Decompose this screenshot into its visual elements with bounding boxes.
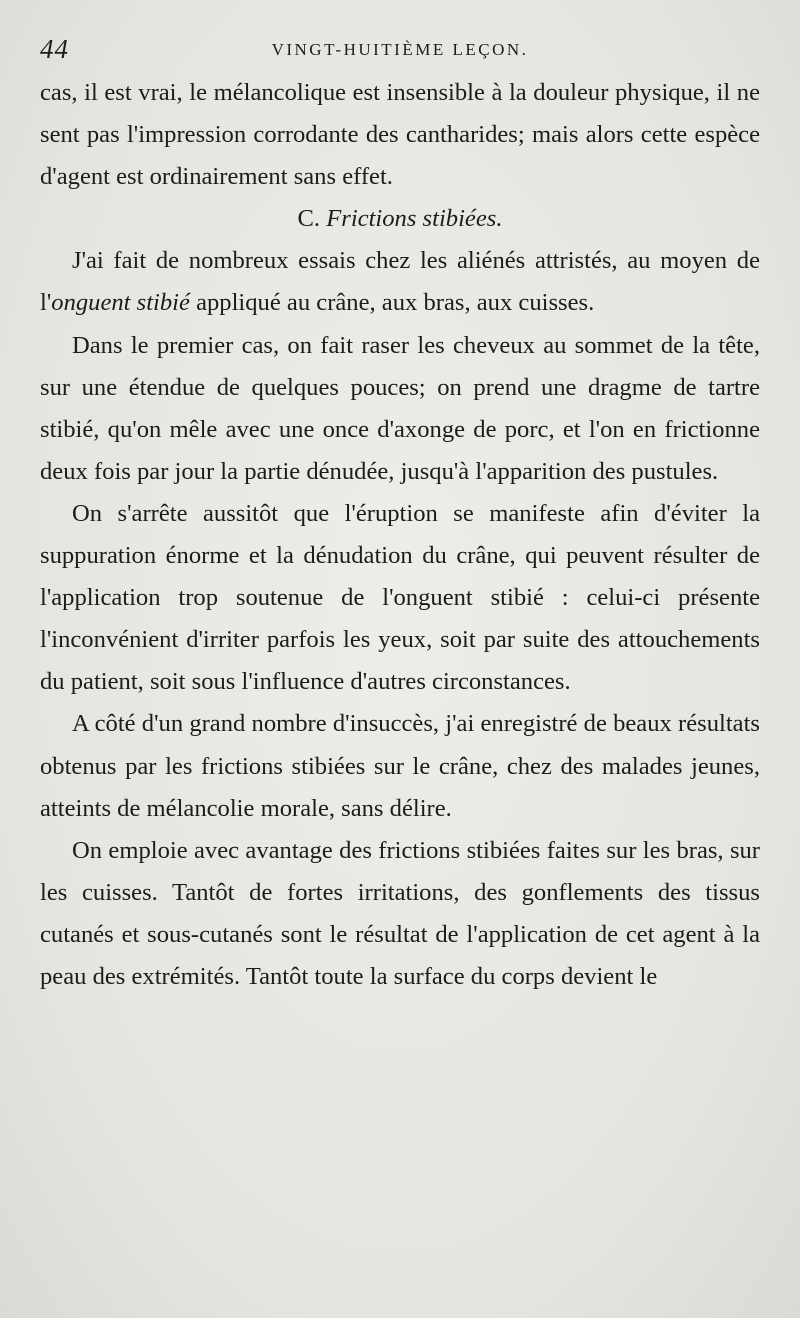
paragraph-resultats: A côté d'un grand nombre d'insuccès, j'ai enregistré de beaux résultats obtenus par les frictions stibiées sur le crâne, chez des malades jeunes, atteints de mélancolie morale, sans délire. bbox=[40, 710, 760, 822]
page-number: 44 bbox=[40, 34, 69, 64]
body-text bbox=[40, 72, 760, 998]
running-head: VINGT-HUITIÈME LEÇON. bbox=[271, 40, 529, 59]
paragraph-onguent-part-b: appliqué au crâne, aux bras, aux cuisses. bbox=[189, 289, 595, 317]
paragraph-onguent bbox=[40, 240, 760, 324]
section-heading bbox=[40, 198, 760, 240]
section-title: Frictions stibiées. bbox=[326, 205, 503, 233]
paragraph-continued: cas, il est vrai, le mélancolique est insensible à la douleur physique, il ne sent pas l'impression corrodante des cantharides; mais alors cette espèce d'agent est ordinairement sans effet. bbox=[40, 79, 760, 191]
paragraph-premier-cas: Dans le premier cas, on fait raser les cheveux au sommet de la tête, sur une étendue de quelques pouces; on prend une dragme de tartre stibié, qu'on mêle avec une once d'axonge de porc, et l'on en frictionne deux fois par jour la partie dénudée, jusqu'à l'apparition des pustules. bbox=[40, 331, 760, 485]
section-letter: C. bbox=[297, 205, 321, 233]
paragraph-arret: On s'arrête aussitôt que l'éruption se manifeste afin d'éviter la suppuration énorme et la dénudation du crâne, qui peuvent résulter de l'application trop soutenue de l'onguent stibié : celui-ci présente l'inconvénient d'irriter parfois les yeux, soit par suite des attouchements du patient, soit sous l'influence d'autres circonstances. bbox=[40, 499, 760, 696]
page-header bbox=[40, 30, 760, 72]
paragraph-bras-cuisses: On emploie avec avantage des frictions stibiées faites sur les bras, sur les cuisses. Tantôt de fortes irritations, des gonflements des tissus cutanés et sous-cutanés sont le résultat de l'application de cet agent à la peau des extrémités. Tantôt toute la surface du corps devient le bbox=[40, 836, 760, 990]
paragraph-onguent-emphasis: onguent stibié bbox=[51, 289, 190, 317]
paragraph-onguent-part-a: J'ai fait de nombreux essais chez les aliénés attristés, au moyen de l' bbox=[40, 247, 760, 317]
